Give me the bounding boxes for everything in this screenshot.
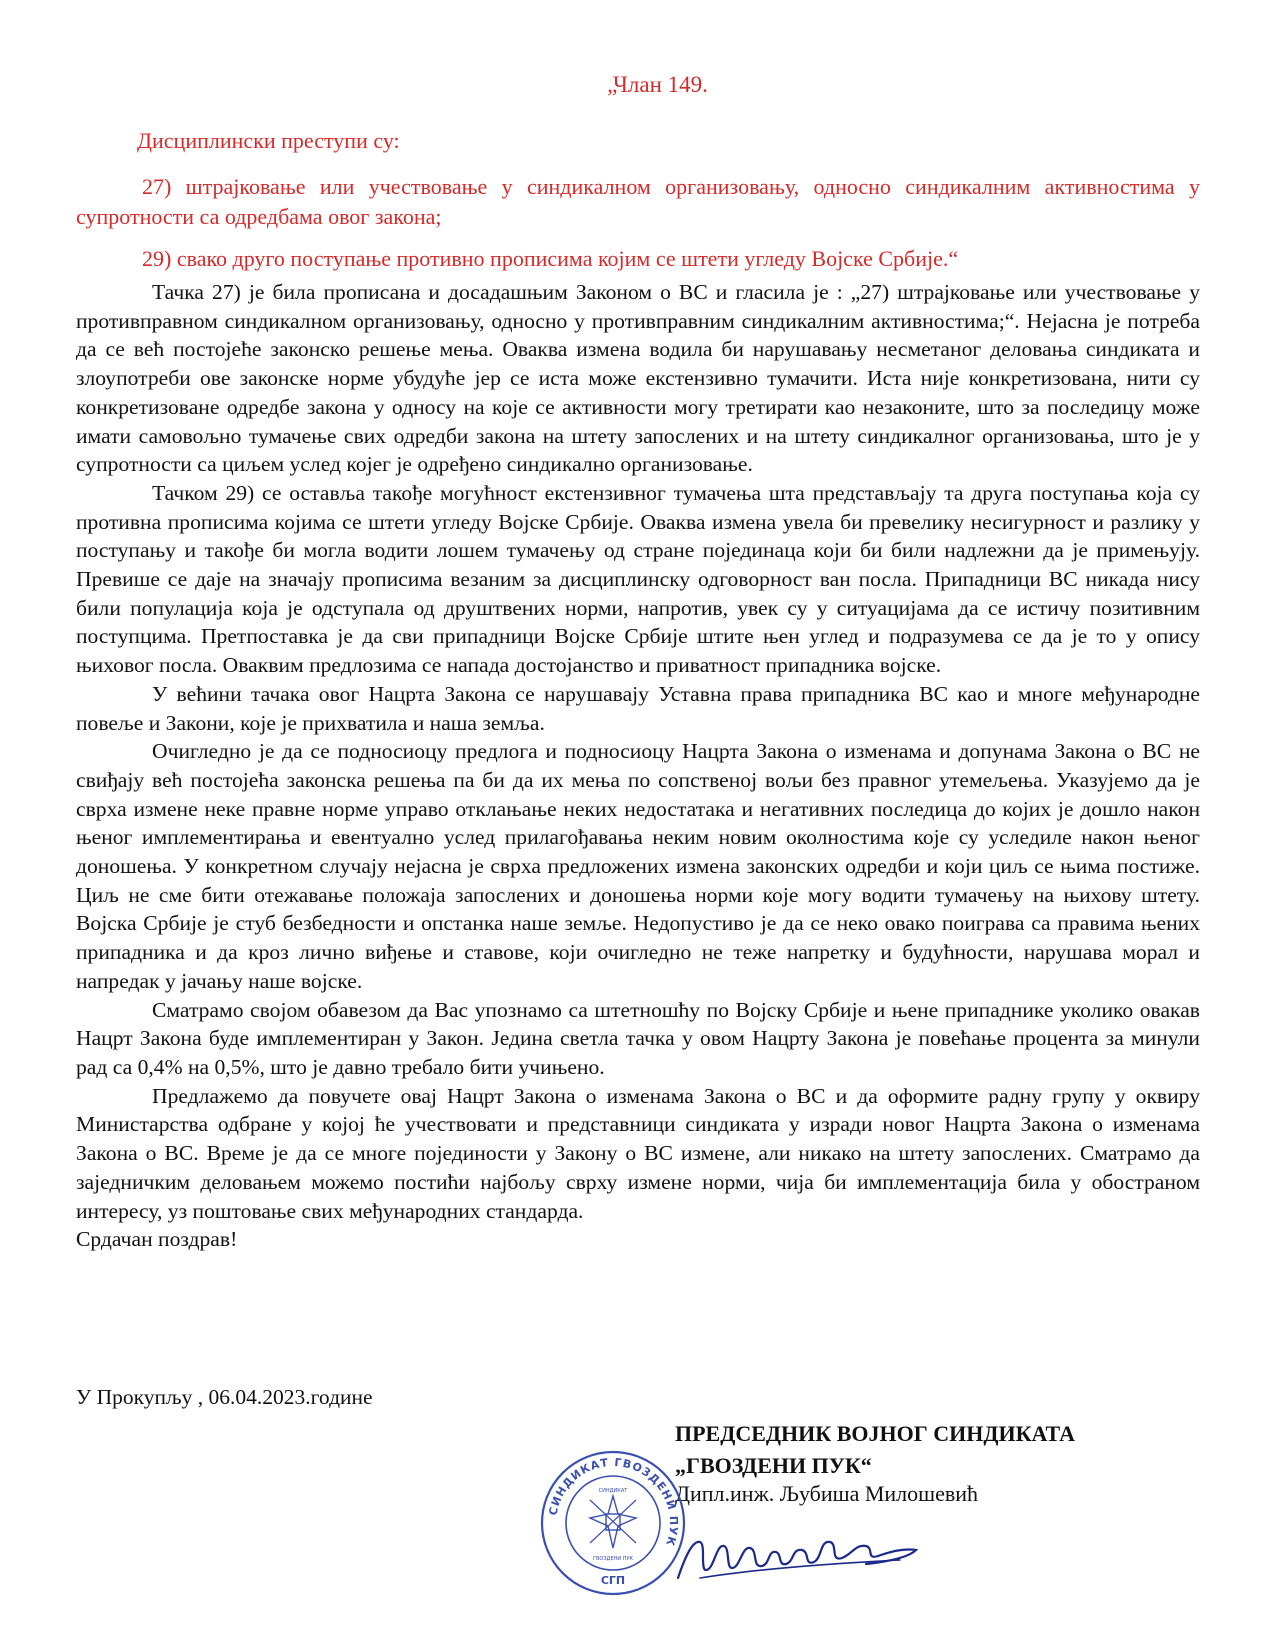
letter-body <box>76 278 1200 1254</box>
closing-greeting: Срдачан поздрав! <box>76 1227 238 1252</box>
paragraph: Сматрамо својом обавезом да Вас упознамо са штетношћу по Војску Србије и њене припаднике уколико овакав Нацрт Закона буде имплементиран у Закон. Једина светла тачка у овом Нацрту Закона је повећање процента за минули рад са 0,4% на 0,5%, што је давно требало бити учињено. <box>76 997 1200 1079</box>
signatory-title <box>675 1418 1075 1482</box>
union-stamp <box>538 1448 688 1598</box>
signatory-title-line2: „ГВОЗДЕНИ ПУК“ <box>675 1453 872 1478</box>
handwritten-signature <box>670 1500 930 1590</box>
paragraph: Очигледно је да се подносиоцу предлога и подносиоцу Нацрта Закона о изменама и допунама Закона о ВС не свиђају већ постојећа законска решења па би да их мења по сопственој вољи без правног утемељења. Указујемо да је сврха измене неке правне норме управо отклањање неких недостатака и негативних последица до којих је дошло након њеног имплементирања и евентуално услед прилагођавања неким новим околностима које су уследиле након њеног доношења. У конкретном случају нејасна је сврха предложених измена законских одредби и који циљ се њима постиже. Циљ не сме бити отежавање положаја запослених и доношења норми које могу водити тумачењу на њихову штету. Војска Србије је стуб безбедности и опстанка наше земље. Недопустиво је да се неко овако поиграва са правима њених припадника и да кроз лично виђење и ставове, који очигледно не теже напретку и будућности, нарушава морал и напредак у јачању наше војске. <box>76 739 1200 993</box>
place-date: У Прокупљу , 06.04.2023.године <box>76 1385 373 1409</box>
stamp-ring-text: СИНДИКАТ ГВОЗДЕНИ ПУК <box>546 1455 681 1549</box>
signatory-title-line1: ПРЕДСЕДНИК ВОЈНОГ СИНДИКАТА <box>675 1421 1075 1446</box>
intro-line: Дисциплински преступи су: <box>137 128 400 153</box>
amendment-item-29: 29) свако друго поступање противно прописима којим се штети угледу Војске Србије.“ <box>142 246 959 271</box>
signatory-name: Дипл.инж. Љубиша Милошевић <box>675 1481 979 1506</box>
stamp-inner-bottom: ГВОЗДЕНИ ПУК <box>592 1556 634 1562</box>
article-heading: „Члан 149. <box>607 72 708 97</box>
paragraph: Предлажемо да повучете овај Нацрт Закона о изменама Закона о ВС и да оформите радну групу у оквиру Министарства одбране у којој ће учествовати и представници синдиката у изради новог Нацрта Закона о изменама Закона о ВС. Време је да се многе појединости у Закону о ВС измене, али никако на штету запослених. Сматрамо да заједничким деловањем можемо постићи најбољу сврху измене норми, чија би имплементација била у обостраном интересу, уз поштовање свих међународних стандарда. <box>76 1083 1200 1223</box>
paragraph: Тачка 27) је била прописана и досадашњим Законом о ВС и гласила је : „27) штрајковање или учествовање у противправном синдикалном организовању, односно у противправним синдикалним активностима;“. Нејасна је потреба да се већ постојеће законско решење мења. Оваква измена водила би нарушавању несметаног деловања синдиката и злоупотреби ове законске норме убудуће јер се иста може екстензивно тумачити. Иста није конкретизована, нити су конкретизоване одредбе закона у односу на које се активности могу третирати као незаконите, што за последицу може имати самовољно тумачење свих одредби закона на штету запослених и на штету синдикалног организовања, што је у супротности са циљем услед којег је одређено синдикално организовање. <box>76 280 1200 477</box>
paragraph: У већини тачака овог Нацрта Закона се нарушавају Уставна права припадника ВС као и многе међународне повеље и Закони, које је прихватила и наша земља. <box>76 681 1200 735</box>
stamp-inner-top: СИНДИКАТ <box>598 1488 628 1494</box>
paragraph: Тачком 29) се оставља такође могућност екстензивног тумачења шта представљају та друга поступања која су противна прописима којима се штети угледу Војске Србије. Оваква измена увела би превелику несигурност и разлику у поступању и такође би могла водити лошем тумачењу од стране појединаца који би били надлежни да је примењују. Превише се даје на значају прописима везаним за дисциплинску одговорност ван посла. Припадници ВС никада нису били популација која је одступала од друштвених норми, напротив, увек су у ситуацијама да се истичу позитивним поступцима. Претпоставка је да сви припадници Војске Србије штите њен углед и подразумева се да је то у опису њиховог посла. Оваквим предлозима се напада достојанство и приватност припадника војске. <box>76 480 1200 678</box>
stamp-bottom-text: СГП <box>600 1574 626 1587</box>
amendment-item-27: 27) штрајковање или учествовање у синдикалном организовању, односно синдикалним активностима у супротности са одредбама овог закона; <box>76 174 1200 229</box>
